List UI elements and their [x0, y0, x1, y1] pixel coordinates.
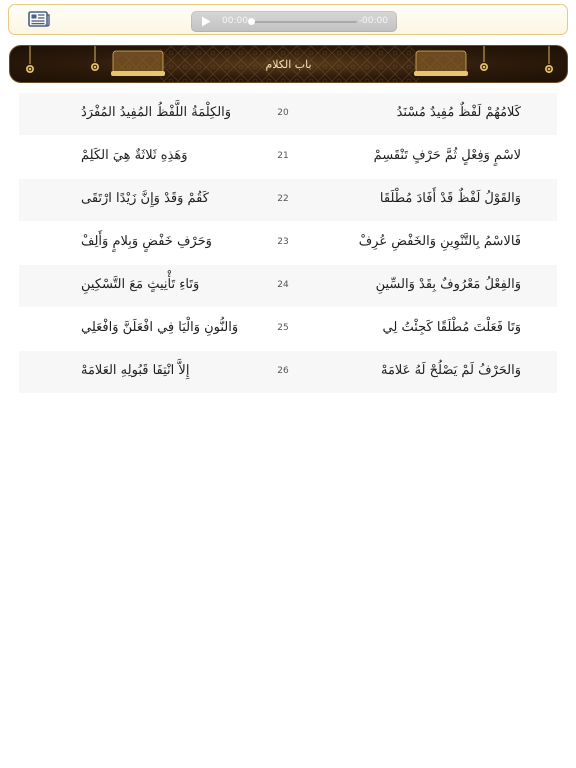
verse-row[interactable]	[19, 136, 557, 179]
verse-number: 22	[277, 194, 289, 204]
remaining-time: -00:00	[358, 16, 388, 26]
verse-right-hemistich: فَالاسْمُ بِالتَّنْوِينِ وَالخَفْضِ عُرِفْ	[358, 234, 521, 249]
verse-row[interactable]	[19, 93, 557, 136]
verse-number: 26	[277, 366, 289, 376]
chapter-title: باب الكلام	[265, 58, 312, 71]
verse-row[interactable]	[19, 265, 557, 308]
current-time: 00:00	[222, 16, 248, 26]
verse-left-hemistich: وَحَرْفِ خَفْضٍ وَبِلامٍ وَأَلِفْ	[81, 234, 212, 249]
verse-number: 20	[277, 108, 289, 118]
top-toolbar	[8, 4, 568, 35]
verse-number: 25	[277, 323, 289, 333]
verse-right-hemistich: وَتَا فَعَلْتَ مُطْلَقًا كَجِئْتُ لِي	[382, 320, 521, 335]
seek-slider[interactable]	[251, 21, 357, 23]
play-icon[interactable]	[200, 16, 211, 27]
verse-number: 21	[277, 151, 289, 161]
newspaper-icon[interactable]	[28, 11, 50, 27]
verse-left-hemistich: كَقُمْ وَقَدْ وَإِنَّ زَيْدًا ارْتَقَى	[81, 191, 209, 206]
verse-right-hemistich: كَلامُهُمْ لَفْظٌ مُفِيدٌ مُسْنَدُ	[396, 105, 521, 120]
verse-right-hemistich: وَالفِعْلُ مَعْرُوفٌ بِقَدْ وَالسِّينِ	[375, 277, 521, 292]
verse-left-hemistich: وَتَاءِ تَأْنِيثٍ مَعَ التَّسْكِينِ	[81, 277, 200, 292]
verse-left-hemistich: وَالكِلْمَةُ اللَّفْظُ المُفِيدُ المُفْرَدُ	[81, 105, 232, 120]
verse-row[interactable]	[19, 222, 557, 265]
verse-left-hemistich: إِلاَّ انْتِفَا قَبُولِهِ العَلامَهْ	[81, 363, 190, 378]
verse-right-hemistich: وَالقَوْلُ لَفْظٌ قَدْ أَفَادَ مُطْلَقَا	[379, 191, 521, 206]
verse-left-hemistich: وَالنُّونِ وَالْيَا فِي افْعَلَنَّ وَافْعَلِي	[81, 320, 239, 335]
seek-thumb[interactable]	[248, 18, 255, 25]
verse-row[interactable]	[19, 308, 557, 351]
audio-player	[191, 11, 397, 32]
verse-number: 24	[277, 280, 289, 290]
verse-left-hemistich: وَهَذِهِ ثَلاثَةٌ هِيَ الكَلِمْ	[81, 148, 188, 163]
verse-right-hemistich: وَالحَرْفُ لَمْ يَصْلُحْ لَهُ عَلامَهْ	[381, 363, 521, 378]
verse-right-hemistich: لاسْمٍ وَفِعْلٍ ثُمَّ حَرْفٍ تَنْقَسِمْ	[373, 148, 521, 163]
verse-row[interactable]	[19, 179, 557, 222]
verse-row[interactable]	[19, 351, 557, 394]
verse-number: 23	[277, 237, 289, 247]
chapter-banner	[9, 45, 568, 83]
verse-list	[19, 93, 557, 394]
